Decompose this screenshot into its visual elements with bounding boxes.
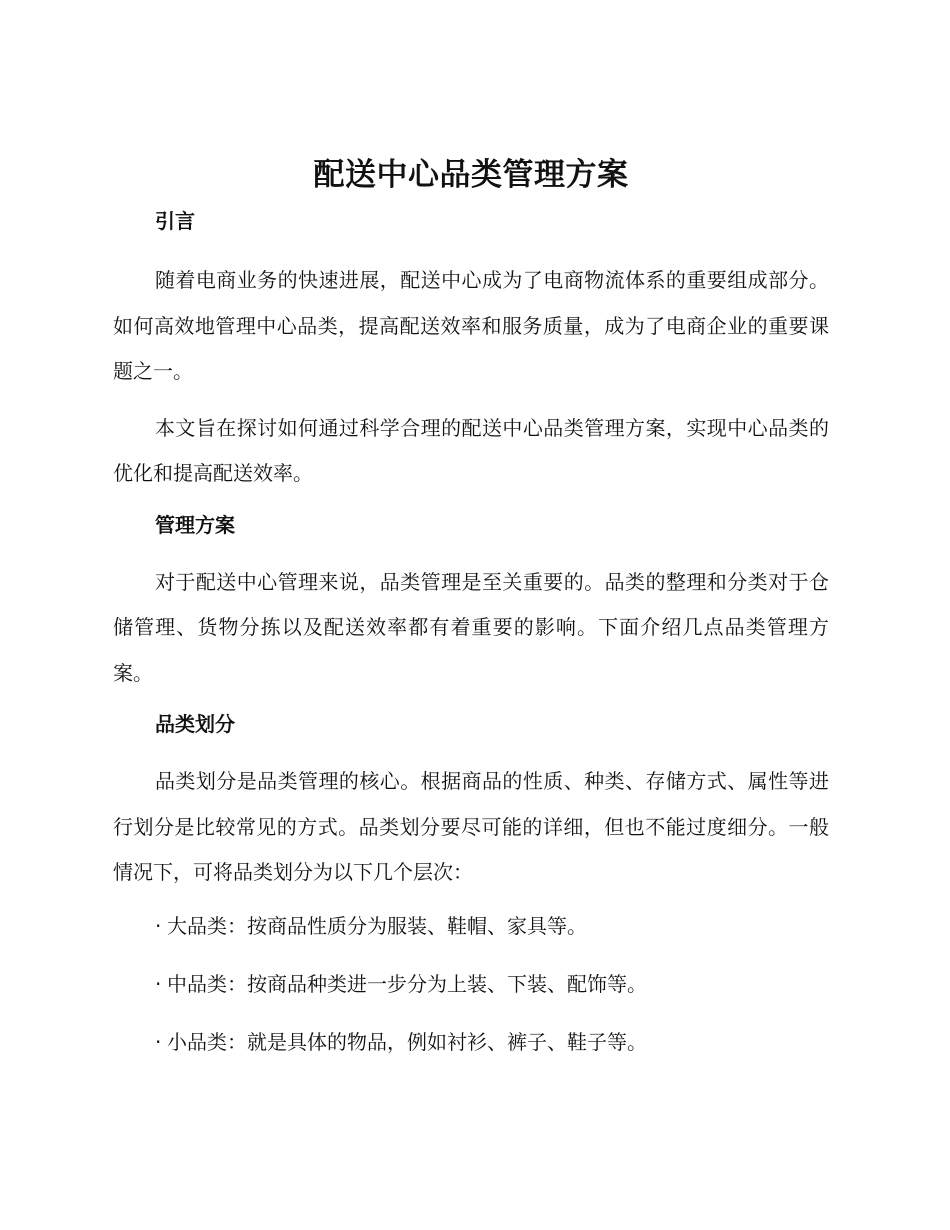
management-paragraph-1: 对于配送中心管理来说，品类管理是至关重要的。品类的整理和分类对于仓储管理、货物分拣以及配送效率都有着重要的影响。下面介绍几点品类管理方案。 (113, 569, 829, 685)
bullet-icon: · (155, 971, 162, 996)
list-item (113, 911, 829, 941)
list-item (113, 1027, 829, 1057)
intro-paragraph-2: 本文旨在探讨如何通过科学合理的配送中心品类管理方案，实现中心品类的优化和提高配送效率。 (113, 415, 829, 485)
division-paragraph-1: 品类划分是品类管理的核心。根据商品的性质、种类、存储方式、属性等进行划分是比较常见的方式。品类划分要尽可能的详细，但也不能过度细分。一般情况下，可将品类划分为以下几个层次： (113, 769, 829, 884)
intro-paragraph-1: 随着电商业务的快速进展，配送中心成为了电商物流体系的重要组成部分。如何高效地管理中心品类，提高配送效率和服务质量，成为了电商企业的重要课题之一。 (113, 268, 829, 383)
list-item (113, 969, 829, 999)
list-item-text: 中品类：按商品种类进一步分为上装、下装、配饰等。 (167, 971, 647, 996)
section-heading-management: 管理方案 (155, 512, 235, 537)
list-item-text: 小品类：就是具体的物品，例如衬衫、裤子、鞋子等。 (167, 1029, 647, 1054)
bullet-icon: · (155, 1029, 162, 1054)
section-heading-division: 品类划分 (155, 712, 235, 736)
document-title: 配送中心品类管理方案 (313, 157, 629, 193)
bullet-icon: · (155, 913, 162, 938)
list-item-text: 大品类：按商品性质分为服装、鞋帽、家具等。 (167, 913, 587, 938)
section-heading-intro: 引言 (155, 209, 195, 233)
